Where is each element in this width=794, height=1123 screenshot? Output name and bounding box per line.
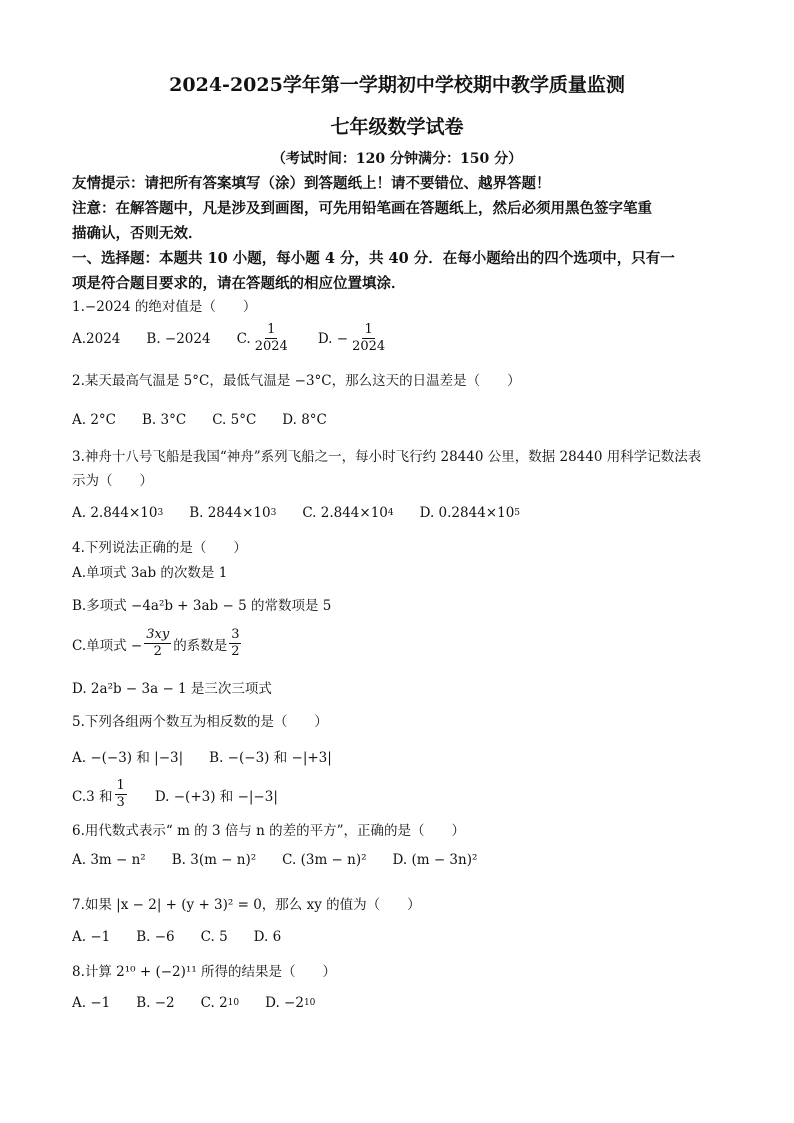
q1-option-c-fraction — [253, 322, 290, 355]
q6-option-c: C. (3m − n)² — [282, 852, 367, 868]
q3-c-exponent: 4 — [387, 508, 394, 518]
q7-option-d: D. 6 — [253, 929, 282, 945]
q1-option-d-fraction — [350, 322, 387, 355]
q5-c-numerator: 1 — [116, 778, 125, 793]
q4-option-b: B.多项式 −4a²b + 3ab − 5 的常数项是 5 — [72, 598, 332, 614]
q4-c-prefix: C.单项式 − — [72, 637, 143, 654]
q3-option-d — [420, 505, 520, 521]
q5-c-fraction — [115, 778, 127, 811]
q3-d-exponent: 5 — [514, 508, 521, 518]
attention-notice-line-2: 描确认，否则无效． — [72, 225, 203, 242]
q2-option-a: A. 2°C — [72, 412, 117, 428]
q8-d-base: D. −2 — [265, 995, 304, 1011]
q1-c-denominator: 2024 — [254, 339, 288, 354]
q5-option-b: B. −(−3) 和 −|+3| — [209, 750, 332, 766]
q8-c-base: C. 2 — [200, 995, 228, 1011]
q2-option-b: B. 3°C — [142, 412, 187, 428]
q4-c-numerator-2: 3 — [231, 627, 240, 642]
question-1-stem: 1.−2024 的绝对值是（ ） — [72, 299, 257, 315]
section1-heading-line-1: 一、选择题：本题共 10 小题，每小题 4 分，共 40 分．在每小题给出的四个选项中，只有一 — [72, 250, 675, 267]
exam-info: （考试时间：120 分钟满分：150 分） — [271, 151, 523, 167]
q4-option-c — [72, 627, 243, 660]
question-1-options — [72, 322, 415, 355]
question-5-stem: 5.下列各组两个数互为相反数的是（ ） — [72, 714, 328, 730]
question-7-options — [72, 929, 307, 945]
q6-option-b: B. 3(m − n)² — [171, 852, 257, 868]
q3-option-a — [72, 505, 163, 521]
q1-option-c — [237, 322, 292, 355]
q1-c-numerator: 1 — [267, 322, 276, 337]
question-4-stem: 4.下列说法正确的是（ ） — [72, 540, 247, 556]
q7-option-a: A. −1 — [72, 929, 111, 945]
q6-option-d: D. (m − 3n)² — [392, 852, 478, 868]
question-5-options-row-1 — [72, 746, 358, 766]
question-6-options — [72, 852, 503, 868]
q3-b-exponent: 3 — [270, 508, 277, 518]
q3-a-exponent: 3 — [157, 508, 164, 518]
q4-c-fraction-1 — [144, 627, 171, 660]
q8-c-exponent: 10 — [227, 998, 240, 1008]
tip-notice: 友情提示：请把所有答案填写（涂）到答题纸上！请不要错位、越界答题！ — [72, 175, 551, 192]
exam-title: 2024-2025学年第一学期初中学校期中教学质量监测 — [169, 74, 625, 96]
exam-subtitle: 七年级数学试卷 — [330, 116, 464, 138]
q8-option-a: A. −1 — [72, 995, 111, 1011]
q8-d-exponent: 10 — [303, 998, 316, 1008]
q5-c-prefix: C.3 和 — [72, 788, 113, 805]
q4-c-denominator-1: 2 — [153, 644, 162, 659]
question-2-stem: 2.某天最高气温是 5°C，最低气温是 −3°C，那么这天的日温差是（ ） — [72, 373, 521, 389]
q3-c-base: C. 2.844×10 — [302, 505, 388, 521]
q4-c-numerator-1: 3xy — [146, 627, 170, 642]
q2-option-c: C. 5°C — [212, 412, 257, 428]
question-7-stem: 7.如果 |x − 2| + (y + 3)² = 0，那么 xy 的值为（ ） — [72, 897, 421, 913]
q3-d-base: D. 0.2844×10 — [419, 505, 515, 521]
q1-option-d — [318, 322, 389, 355]
q2-option-d: D. 8°C — [282, 412, 327, 428]
q1-option-c-prefix: C. — [236, 330, 251, 347]
q4-c-denominator-2: 2 — [231, 644, 240, 659]
q4-c-fraction-2 — [229, 627, 241, 660]
q3-option-b — [189, 505, 276, 521]
question-5-options-row-2 — [72, 778, 304, 811]
q3-b-base: B. 2844×10 — [189, 505, 271, 521]
attention-notice-line-1: 注意：在解答题中，凡是涉及到画图，可先用铅笔画在答题纸上，然后必须用黑色签字笔重 — [72, 200, 652, 217]
q7-option-b: B. −6 — [136, 929, 175, 945]
q4-option-a: A.单项式 3ab 的次数是 1 — [72, 565, 228, 581]
question-3-stem-line-2: 示为（ ） — [72, 473, 153, 489]
section1-heading-line-2: 项是符合题目要求的，请在答题纸的相应位置填涂． — [72, 275, 406, 292]
q3-a-base: A. 2.844×10 — [72, 505, 158, 521]
q1-option-d-prefix: D. − — [317, 330, 349, 347]
q1-d-numerator: 1 — [364, 322, 373, 337]
q8-option-b: B. −2 — [136, 995, 175, 1011]
q5-option-c — [72, 778, 129, 811]
q5-option-a: A. −(−3) 和 |−3| — [72, 750, 184, 766]
q5-option-d: D. −(+3) 和 −|−3| — [154, 788, 278, 805]
q8-option-c — [201, 995, 239, 1011]
q1-option-b: B. −2024 — [146, 330, 211, 347]
q5-c-denominator: 3 — [116, 795, 125, 810]
q3-option-c — [302, 505, 393, 521]
question-3-stem-line-1: 3.神舟十八号飞船是我国“神舟”系列飞船之一，每小时飞行约 28440 公里，数据 28440 用科学记数法表 — [72, 449, 702, 465]
q1-option-a: A.2024 — [72, 330, 121, 347]
question-3-options — [72, 505, 546, 521]
question-8-stem: 8.计算 2¹⁰ + (−2)¹¹ 所得的结果是（ ） — [72, 964, 337, 980]
q7-option-c: C. 5 — [200, 929, 228, 945]
question-6-stem: 6.用代数式表示“ m 的 3 倍与 n 的差的平方”，正确的是（ ） — [72, 823, 466, 839]
question-8-options — [72, 995, 341, 1011]
question-2-options — [72, 412, 353, 428]
q4-option-d: D. 2a²b − 3a − 1 是三次三项式 — [72, 681, 272, 697]
q1-d-denominator: 2024 — [352, 339, 386, 354]
q4-c-middle-text: 的系数是 — [173, 637, 228, 654]
q6-option-a: A. 3m − n² — [72, 852, 146, 868]
q8-option-d — [265, 995, 315, 1011]
